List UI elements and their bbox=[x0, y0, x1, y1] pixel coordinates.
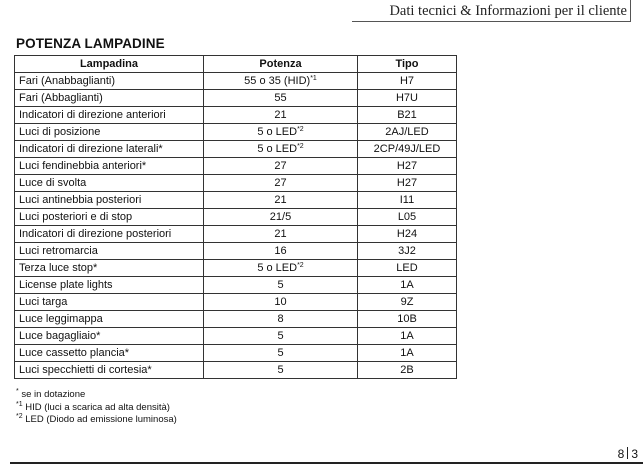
cell-power bbox=[204, 362, 358, 379]
page-number-separator bbox=[627, 447, 628, 459]
table-row bbox=[15, 294, 457, 311]
cell-type: 1A bbox=[358, 328, 457, 345]
table-row bbox=[15, 260, 457, 277]
cell-power bbox=[204, 277, 358, 294]
cell-power bbox=[204, 107, 358, 124]
power-value: 21/5 bbox=[269, 211, 292, 223]
cell-type: H24 bbox=[358, 226, 457, 243]
page-index: 3 bbox=[631, 447, 638, 461]
section-title: POTENZA LAMPADINE bbox=[16, 36, 165, 51]
cell-power bbox=[204, 328, 358, 345]
cell-lamp: Luce leggimappa bbox=[15, 311, 204, 328]
column-header-type: Tipo bbox=[358, 56, 457, 73]
cell-lamp: Luci di posizione bbox=[15, 124, 204, 141]
cell-type: L05 bbox=[358, 209, 457, 226]
cell-lamp: Luci specchietti di cortesia* bbox=[15, 362, 204, 379]
page-chapter: 8 bbox=[617, 447, 625, 461]
power-value: 21 bbox=[274, 109, 287, 121]
footnote-led: $^{*2}$ LED (Diodo ad emissione luminosa) bbox=[16, 413, 177, 425]
table-row bbox=[15, 107, 457, 124]
cell-power bbox=[204, 345, 358, 362]
cell-lamp: Fari (Abbaglianti) bbox=[15, 90, 204, 107]
cell-type: 1A bbox=[358, 345, 457, 362]
power-footnote-mark: *1 bbox=[310, 75, 317, 82]
cell-type: 3J2 bbox=[358, 243, 457, 260]
cell-type: H27 bbox=[358, 175, 457, 192]
footnote-hid: $^{*1}$ HID (luci a scarica ad alta densità) bbox=[16, 400, 170, 413]
cell-type: H7 bbox=[358, 73, 457, 90]
cell-type: 1A bbox=[358, 277, 457, 294]
cell-type: 2B bbox=[358, 362, 457, 379]
power-value: 55 bbox=[274, 92, 287, 104]
table-row bbox=[15, 328, 457, 345]
header-divider bbox=[630, 0, 631, 22]
cell-lamp: Indicatori di direzione laterali* bbox=[15, 141, 204, 158]
cell-power bbox=[204, 73, 358, 90]
table-row bbox=[15, 345, 457, 362]
cell-power bbox=[204, 158, 358, 175]
table-row bbox=[15, 192, 457, 209]
cell-type: B21 bbox=[358, 107, 457, 124]
cell-lamp: Luci posteriori e di stop bbox=[15, 209, 204, 226]
cell-lamp: Indicatori di direzione posteriori bbox=[15, 226, 204, 243]
page-header bbox=[0, 0, 643, 22]
cell-lamp: Indicatori di direzione anteriori bbox=[15, 107, 204, 124]
cell-power bbox=[204, 90, 358, 107]
power-value: 21 bbox=[274, 194, 287, 206]
cell-type: 2CP/49J/LED bbox=[358, 141, 457, 158]
cell-type: 9Z bbox=[358, 294, 457, 311]
cell-lamp: Luci retromarcia bbox=[15, 243, 204, 260]
cell-power bbox=[204, 226, 358, 243]
power-value: 27 bbox=[274, 160, 287, 172]
power-value: 21 bbox=[274, 228, 287, 240]
power-value: 27 bbox=[274, 177, 287, 189]
footer-rule bbox=[10, 462, 643, 464]
cell-type: I11 bbox=[358, 192, 457, 209]
power-footnote-mark: *2 bbox=[297, 262, 304, 269]
power-footnote-mark: *2 bbox=[297, 143, 304, 150]
page-number bbox=[618, 447, 638, 461]
table-row bbox=[15, 362, 457, 379]
power-value: 5 o LED bbox=[257, 262, 298, 274]
cell-power bbox=[204, 243, 358, 260]
cell-power bbox=[204, 311, 358, 328]
cell-power bbox=[204, 141, 358, 158]
header-title: Dati tecnici & Informazioni per il cliente bbox=[389, 3, 627, 19]
table-row bbox=[15, 277, 457, 294]
cell-type: LED bbox=[358, 260, 457, 277]
table-row bbox=[15, 158, 457, 175]
bulb-power-table bbox=[14, 55, 457, 379]
cell-type: 2AJ/LED bbox=[358, 124, 457, 141]
footnote-optional: * se in dotazione bbox=[16, 388, 86, 400]
cell-power bbox=[204, 260, 358, 277]
cell-type: H7U bbox=[358, 90, 457, 107]
table-row bbox=[15, 124, 457, 141]
cell-power bbox=[204, 192, 358, 209]
cell-lamp: License plate lights bbox=[15, 277, 204, 294]
table-row bbox=[15, 90, 457, 107]
cell-lamp: Luce bagagliaio* bbox=[15, 328, 204, 345]
cell-lamp: Luci targa bbox=[15, 294, 204, 311]
table-row bbox=[15, 243, 457, 260]
table-row bbox=[15, 226, 457, 243]
table-row bbox=[15, 209, 457, 226]
cell-lamp: Luce cassetto plancia* bbox=[15, 345, 204, 362]
cell-lamp: Luci fendinebbia anteriori* bbox=[15, 158, 204, 175]
table-row bbox=[15, 175, 457, 192]
footnotes bbox=[16, 389, 177, 427]
table-row bbox=[15, 311, 457, 328]
header-rule bbox=[352, 21, 631, 22]
table-header-row bbox=[15, 56, 457, 73]
cell-power bbox=[204, 209, 358, 226]
power-value: 16 bbox=[274, 245, 287, 257]
power-value: 5 bbox=[277, 279, 284, 291]
cell-lamp: Luci antinebbia posteriori bbox=[15, 192, 204, 209]
power-value: 5 bbox=[277, 364, 284, 376]
cell-lamp: Luce di svolta bbox=[15, 175, 204, 192]
table-row bbox=[15, 141, 457, 158]
power-value: 5 bbox=[277, 347, 284, 359]
table-row bbox=[15, 73, 457, 90]
power-value: 10 bbox=[274, 296, 287, 308]
cell-type: 10B bbox=[358, 311, 457, 328]
cell-power bbox=[204, 124, 358, 141]
column-header-lamp: Lampadina bbox=[15, 56, 204, 73]
power-value: 5 o LED bbox=[257, 126, 298, 138]
cell-power bbox=[204, 175, 358, 192]
cell-power bbox=[204, 294, 358, 311]
power-footnote-mark: *2 bbox=[297, 126, 304, 133]
cell-lamp: Terza luce stop* bbox=[15, 260, 204, 277]
table-body bbox=[15, 73, 457, 379]
column-header-power: Potenza bbox=[204, 56, 358, 73]
power-value: 55 o 35 (HID) bbox=[244, 75, 311, 87]
power-value: 8 bbox=[277, 313, 284, 325]
cell-type: H27 bbox=[358, 158, 457, 175]
cell-lamp: Fari (Anabbaglianti) bbox=[15, 73, 204, 90]
power-value: 5 o LED bbox=[257, 143, 298, 155]
power-value: 5 bbox=[277, 330, 284, 342]
